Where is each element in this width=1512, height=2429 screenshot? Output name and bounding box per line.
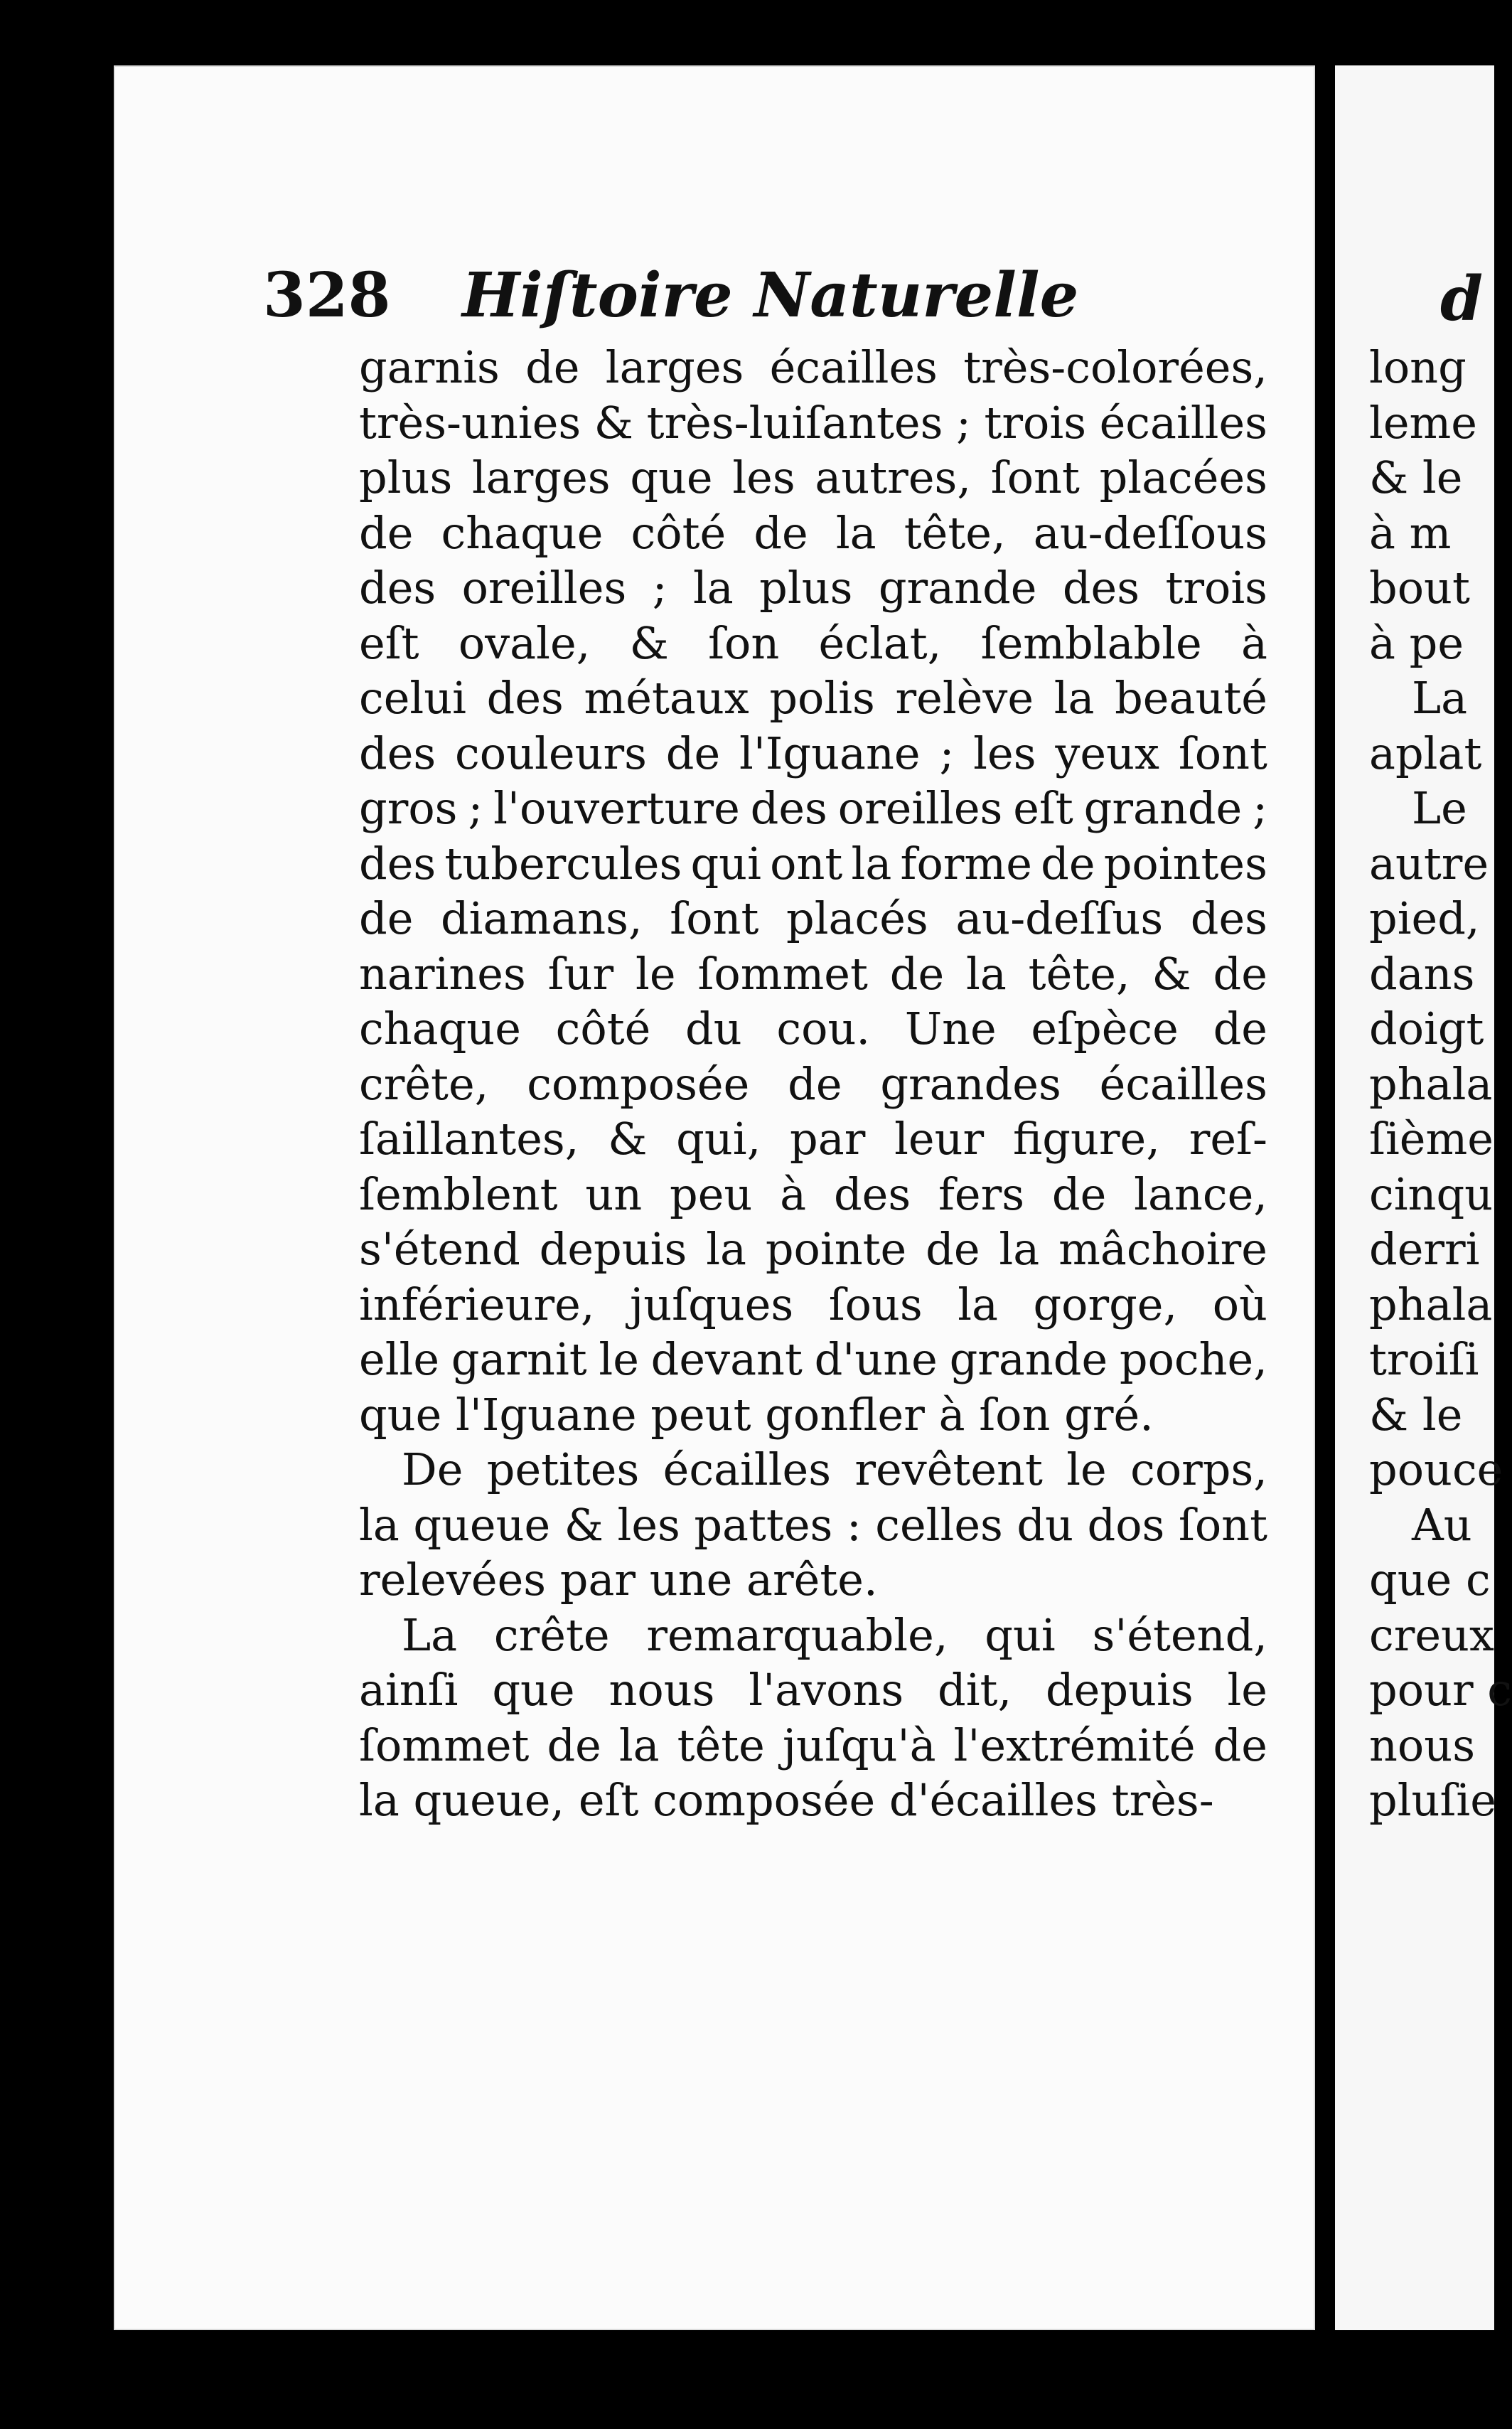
text-line: ſemblent un peu à des fers de lance,: [359, 1168, 1267, 1220]
right-text-line: pour c: [1369, 1664, 1512, 1716]
right-text-line: phala: [1369, 1278, 1493, 1330]
text-line: ainſi que nous l'avons dit, depuis le: [359, 1664, 1267, 1716]
text-line: celui des métaux polis relève la beauté: [359, 672, 1267, 724]
text-line: que l'Iguane peut gonfler à ſon gré.: [359, 1388, 1154, 1441]
text-line: narines ſur le ſommet de la tête, & de: [359, 947, 1267, 1000]
right-text-line: pied,: [1369, 892, 1480, 944]
page-header: [263, 260, 1116, 338]
right-text-line: à m: [1369, 506, 1452, 559]
right-text-line: Au: [1412, 1498, 1472, 1551]
text-line: chaque côté du cou. Une eſpèce de: [359, 1003, 1267, 1055]
right-text-line: aplat: [1369, 727, 1482, 779]
right-text-line: nous: [1369, 1719, 1476, 1771]
right-text-line: derri: [1369, 1223, 1480, 1275]
text-line: eſt ovale, & ſon éclat, ſemblable à: [359, 616, 1267, 669]
body-text: [359, 340, 1267, 1828]
running-title: Hiſtoire Naturelle: [462, 260, 1079, 331]
right-page-text: [1369, 340, 1512, 1828]
text-line: garnis de larges écailles très-colorées,: [359, 341, 1267, 393]
text-line: ſommet de la tête juſqu'à l'extrémité de: [359, 1719, 1267, 1771]
text-line: de chaque côté de la tête, au-deſſous: [359, 506, 1267, 559]
text-line: relevées par une arête.: [359, 1554, 878, 1606]
right-text-line: & le: [1369, 1388, 1463, 1441]
right-text-line: bout: [1369, 562, 1470, 614]
page-number: 328: [263, 260, 391, 331]
right-text-line: dans: [1369, 947, 1475, 1000]
right-text-line: que c: [1369, 1554, 1491, 1606]
right-running-title-fragment: d: [1440, 263, 1484, 335]
text-line: des tubercules qui ont la forme de pointes: [359, 837, 1267, 890]
text-line: très-unies & très-luiſantes ; trois écailles: [359, 396, 1267, 449]
right-text-line: doigt: [1369, 1003, 1484, 1055]
right-text-line: à pe: [1369, 616, 1464, 669]
right-text-line: autre: [1369, 837, 1489, 890]
text-line: de diamans, ſont placés au-deſſus des: [359, 892, 1267, 944]
right-text-line: troiſi: [1369, 1333, 1479, 1385]
text-line: inférieure, juſques ſous la gorge, où: [359, 1278, 1267, 1330]
right-text-line: pouce: [1369, 1443, 1503, 1495]
right-text-line: long: [1369, 341, 1467, 393]
right-text-line: Le: [1412, 782, 1467, 834]
right-text-line: & le: [1369, 452, 1463, 503]
right-text-line: ſième: [1369, 1113, 1494, 1165]
text-line: elle garnit le devant d'une grande poche,: [359, 1333, 1267, 1385]
right-text-line: creux: [1369, 1608, 1494, 1661]
text-line: la queue, eſt composée d'écailles très-: [359, 1774, 1214, 1826]
right-text-line: cinqu: [1369, 1168, 1494, 1220]
text-line: des couleurs de l'Iguane ; les yeux ſont: [359, 727, 1267, 779]
right-page: [1335, 65, 1512, 2330]
text-line: des oreilles ; la plus grande des trois: [359, 562, 1267, 614]
right-text-line: pluſie: [1369, 1774, 1496, 1826]
right-text-line: La: [1412, 672, 1468, 724]
text-line: De petites écailles revêtent le corps,: [402, 1443, 1267, 1495]
text-line: plus larges que les autres, ſont placées: [359, 452, 1267, 503]
text-line: La crête remarquable, qui s'étend,: [402, 1608, 1267, 1661]
text-line: crête, composée de grandes écailles: [359, 1057, 1267, 1110]
text-line: gros ; l'ouverture des oreilles eſt grande ;: [359, 782, 1267, 834]
text-line: ſaillantes, & qui, par leur figure, reſ-: [359, 1113, 1267, 1165]
text-line: s'étend depuis la pointe de la mâchoire: [359, 1223, 1267, 1275]
text-line: la queue & les pattes : celles du dos ſont: [359, 1498, 1267, 1551]
right-text-line: leme: [1369, 396, 1478, 449]
right-text-line: phala: [1369, 1057, 1493, 1110]
